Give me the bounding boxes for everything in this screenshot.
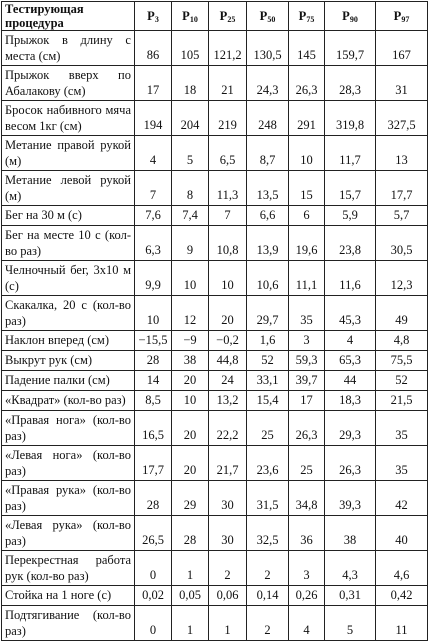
table-row [2,226,428,261]
row-label: «Правая рука» (кол-во раз) [2,481,135,516]
value-cell: 10 [289,136,325,171]
table-row [2,296,428,331]
value-cell: 31,5 [247,481,289,516]
table-row [2,31,428,66]
value-cell: 23,8 [325,226,376,261]
value-cell: 15 [289,171,325,206]
table-row [2,171,428,206]
value-cell: 29 [172,481,209,516]
row-label: Бросок набивного мяча весом 1кг (см) [2,101,135,136]
header-p90 [325,2,376,31]
value-cell: 219 [209,101,247,136]
table-row [2,391,428,411]
value-cell: 20 [172,446,209,481]
value-cell: 2 [247,606,289,641]
header-letter: P [182,9,190,23]
value-cell: 24,3 [247,66,289,101]
value-cell: 28,3 [325,66,376,101]
row-label: «Левая рука» (кол-во раз) [2,516,135,551]
value-cell: 0,26 [289,586,325,606]
row-label: Бег на 30 м (с) [2,206,135,226]
value-cell: 105 [172,31,209,66]
header-p97 [376,2,428,31]
header-subscript: 10 [189,15,198,24]
value-cell: 26,3 [289,66,325,101]
row-label: Метание левой рукой (м) [2,171,135,206]
table-header-row [2,2,428,31]
value-cell: 28 [135,481,172,516]
header-p50 [247,2,289,31]
value-cell: 1,6 [247,331,289,351]
value-cell: 17,7 [135,446,172,481]
value-cell: 4,8 [376,331,428,351]
value-cell: 13 [376,136,428,171]
value-cell: 5 [325,606,376,641]
value-cell: 38 [325,516,376,551]
value-cell: 13,9 [247,226,289,261]
value-cell: 20 [209,296,247,331]
value-cell: 10 [172,261,209,296]
header-p25 [209,2,247,31]
value-cell: 14 [135,371,172,391]
value-cell: 0 [135,551,172,586]
value-cell: 32,5 [247,516,289,551]
value-cell: 26,3 [325,446,376,481]
value-cell: 21,7 [209,446,247,481]
row-label: «Левая нога» (кол-во раз) [2,446,135,481]
header-letter: P [393,9,402,23]
header-subscript: 75 [306,15,315,24]
value-cell: 4,6 [376,551,428,586]
value-cell: −15,5 [135,331,172,351]
value-cell: 20 [172,371,209,391]
value-cell: 22,2 [209,411,247,446]
value-cell: 19,6 [289,226,325,261]
value-cell: 12,3 [376,261,428,296]
value-cell: 52 [376,371,428,391]
value-cell: 5,7 [376,206,428,226]
value-cell: 15,7 [325,171,376,206]
value-cell: −9 [172,331,209,351]
value-cell: 16,5 [135,411,172,446]
table-row [2,351,428,371]
table-row [2,136,428,171]
header-letter: P [259,9,268,23]
value-cell: 6,6 [247,206,289,226]
value-cell: 11 [376,606,428,641]
row-label: Наклон вперед (см) [2,331,135,351]
row-label: Прыжок в длину с места (см) [2,31,135,66]
value-cell: 44,8 [209,351,247,371]
value-cell: 20 [172,411,209,446]
value-cell: 29,3 [325,411,376,446]
value-cell: 45,3 [325,296,376,331]
table-row [2,606,428,641]
value-cell: 23,6 [247,446,289,481]
value-cell: 18 [172,66,209,101]
value-cell: 13,5 [247,171,289,206]
header-subscript: 25 [227,15,236,24]
value-cell: 11,7 [325,136,376,171]
table-row [2,481,428,516]
header-letter: P [298,9,307,23]
value-cell: 5,9 [325,206,376,226]
value-cell: 29,7 [247,296,289,331]
value-cell: 44 [325,371,376,391]
value-cell: 17,7 [376,171,428,206]
value-cell: 4 [135,136,172,171]
table-row [2,206,428,226]
table-row [2,331,428,351]
value-cell: 0,05 [172,586,209,606]
value-cell: 10 [172,391,209,411]
value-cell: 0,06 [209,586,247,606]
value-cell: 49 [376,296,428,331]
value-cell: 3 [289,331,325,351]
value-cell: 7 [135,171,172,206]
value-cell: 1 [172,606,209,641]
value-cell: 11,1 [289,261,325,296]
header-p10 [172,2,209,31]
value-cell: 18,3 [325,391,376,411]
table-row [2,411,428,446]
row-label: Выкрут рук (см) [2,351,135,371]
value-cell: 35 [289,296,325,331]
table-row [2,66,428,101]
value-cell: 248 [247,101,289,136]
percentile-table [1,1,428,641]
value-cell: 28 [172,516,209,551]
value-cell: 167 [376,31,428,66]
value-cell: 7,4 [172,206,209,226]
value-cell: 35 [376,446,428,481]
value-cell: 34,8 [289,481,325,516]
value-cell: 2 [209,551,247,586]
header-letter: P [219,9,228,23]
value-cell: 30,5 [376,226,428,261]
value-cell: 10,6 [247,261,289,296]
value-cell: 145 [289,31,325,66]
row-label: Прыжок вверх по Абалакову (см) [2,66,135,101]
value-cell: 39,3 [325,481,376,516]
value-cell: 4,3 [325,551,376,586]
value-cell: 6,5 [209,136,247,171]
value-cell: 25 [247,411,289,446]
row-label: Челночный бег, 3x10 м (с) [2,261,135,296]
value-cell: 65,3 [325,351,376,371]
value-cell: 13,2 [209,391,247,411]
value-cell: 11,6 [325,261,376,296]
value-cell: 36 [289,516,325,551]
header-subscript: 97 [401,15,410,24]
value-cell: 159,7 [325,31,376,66]
table-row [2,551,428,586]
value-cell: 0 [135,606,172,641]
value-cell: 15,4 [247,391,289,411]
value-cell: 0,42 [376,586,428,606]
value-cell: 52 [247,351,289,371]
value-cell: 35 [376,411,428,446]
table-row [2,261,428,296]
header-subscript: 90 [349,15,358,24]
row-label: Метание правой рукой (м) [2,136,135,171]
value-cell: 0,31 [325,586,376,606]
row-label: «Правая нога» (кол-во раз) [2,411,135,446]
value-cell: 42 [376,481,428,516]
header-subscript: 50 [267,15,276,24]
row-label: Падение палки (см) [2,371,135,391]
value-cell: 204 [172,101,209,136]
value-cell: 130,5 [247,31,289,66]
value-cell: 40 [376,516,428,551]
value-cell: 291 [289,101,325,136]
value-cell: 21,5 [376,391,428,411]
value-cell: 75,5 [376,351,428,371]
value-cell: 8,5 [135,391,172,411]
value-cell: 25 [289,446,325,481]
value-cell: 10 [209,261,247,296]
value-cell: 31 [376,66,428,101]
header-p75 [289,2,325,31]
value-cell: 10,8 [209,226,247,261]
row-label: Стойка на 1 ноге (с) [2,586,135,606]
value-cell: 17 [289,391,325,411]
value-cell: 4 [289,606,325,641]
row-label: Бег на месте 10 с (кол-во раз) [2,226,135,261]
header-subscript: 3 [154,15,159,24]
value-cell: 26,3 [289,411,325,446]
header-procedure: Тестирующая процедура [2,2,135,31]
value-cell: 5 [172,136,209,171]
table-row [2,516,428,551]
value-cell: 12 [172,296,209,331]
value-cell: 0,14 [247,586,289,606]
value-cell: 39,7 [289,371,325,391]
value-cell: 319,8 [325,101,376,136]
table-row [2,371,428,391]
row-label: «Квадрат» (кол-во раз) [2,391,135,411]
value-cell: 4 [325,331,376,351]
value-cell: 121,2 [209,31,247,66]
value-cell: 11,3 [209,171,247,206]
header-letter: P [147,9,155,23]
value-cell: 9,9 [135,261,172,296]
value-cell: 28 [135,351,172,371]
header-letter: P [342,9,350,23]
value-cell: 17 [135,66,172,101]
row-label: Скакалка, 20 с (кол-во раз) [2,296,135,331]
value-cell: 21 [209,66,247,101]
value-cell: 6 [289,206,325,226]
value-cell: 8,7 [247,136,289,171]
value-cell: 9 [172,226,209,261]
value-cell: 2 [247,551,289,586]
value-cell: 7,6 [135,206,172,226]
value-cell: 3 [289,551,325,586]
value-cell: 1 [209,606,247,641]
value-cell: 26,5 [135,516,172,551]
table-row [2,101,428,136]
row-label: Подтягивание (кол-во раз) [2,606,135,641]
value-cell: 1 [172,551,209,586]
value-cell: 24 [209,371,247,391]
table-body [2,31,428,641]
table-row [2,446,428,481]
table-row [2,586,428,606]
value-cell: 10 [135,296,172,331]
value-cell: 0,02 [135,586,172,606]
value-cell: 30 [209,516,247,551]
value-cell: 7 [209,206,247,226]
value-cell: 59,3 [289,351,325,371]
value-cell: 33,1 [247,371,289,391]
row-label: Перекрестная работа рук (кол-во раз) [2,551,135,586]
value-cell: 6,3 [135,226,172,261]
value-cell: 8 [172,171,209,206]
value-cell: 86 [135,31,172,66]
value-cell: 38 [172,351,209,371]
value-cell: −0,2 [209,331,247,351]
header-p3 [135,2,172,31]
value-cell: 30 [209,481,247,516]
value-cell: 327,5 [376,101,428,136]
value-cell: 194 [135,101,172,136]
